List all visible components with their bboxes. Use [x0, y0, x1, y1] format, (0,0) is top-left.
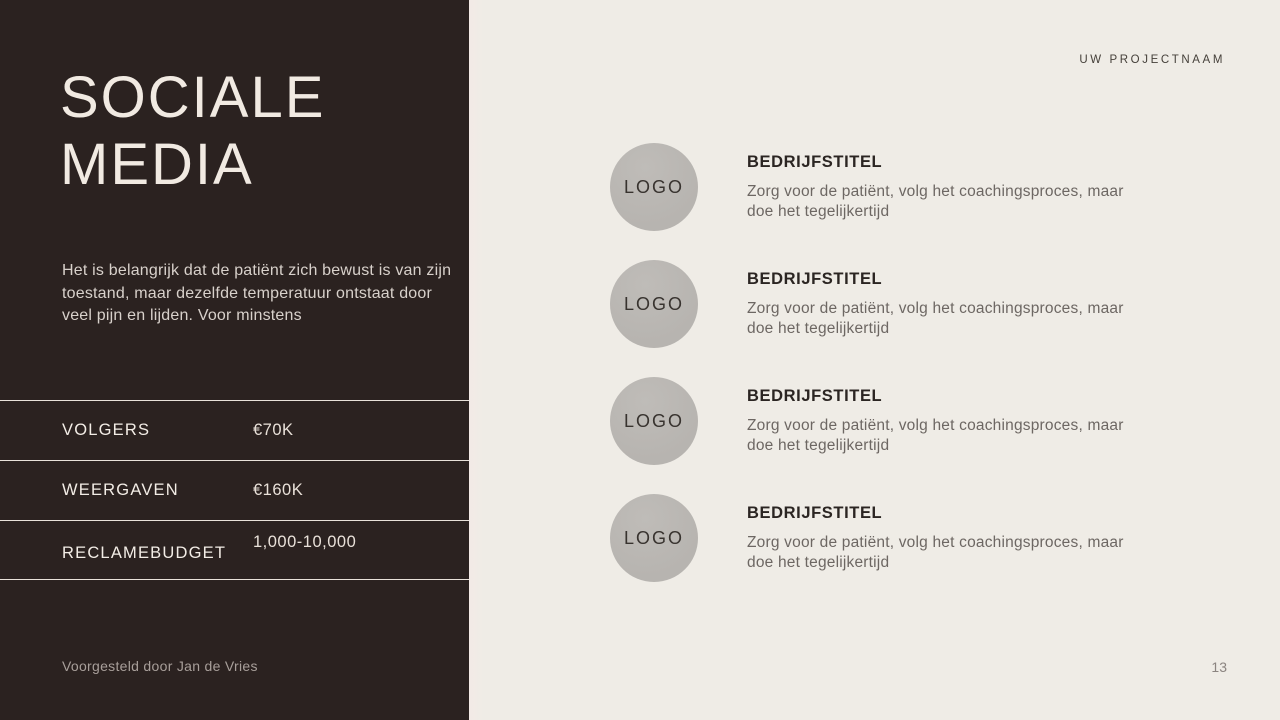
- stat-value: 1,000-10,000: [253, 532, 357, 551]
- logo-placeholder-circle: [610, 494, 698, 582]
- logo-text: LOGO: [623, 176, 684, 197]
- item-text-block: [747, 153, 1127, 221]
- item-title: BEDRIJFSTITEL: [747, 153, 883, 171]
- stat-label: VOLGERS: [62, 421, 151, 439]
- stat-row-weergaven: [0, 460, 469, 520]
- page-number: 13: [1211, 659, 1227, 675]
- item-title: BEDRIJFSTITEL: [747, 504, 883, 522]
- left-panel: [0, 0, 469, 720]
- stats-table: [0, 400, 469, 580]
- logo-placeholder-circle: [610, 260, 698, 348]
- stat-label: RECLAMEBUDGET: [62, 543, 227, 562]
- logo-placeholder-circle: [610, 143, 698, 231]
- stat-row-volgers: [0, 400, 469, 460]
- logo-text: LOGO: [623, 410, 684, 431]
- content-panel: [469, 0, 1280, 720]
- logo-text: LOGO: [623, 527, 684, 548]
- item-description: Zorg voor de patiënt, volg het coachingsproces, maar doe het tegelijkertijd: [747, 417, 1124, 454]
- stat-value: €70K: [253, 421, 294, 439]
- intro-paragraph: Het is belangrijk dat de patiënt zich bewust is van zijn toestand, maar dezelfde temperatuur ontstaat door veel pijn en lijden. Voor minstens: [62, 262, 452, 324]
- item-description: Zorg voor de patiënt, volg het coachingsproces, maar doe het tegelijkertijd: [747, 534, 1124, 571]
- list-item: [610, 494, 1127, 582]
- list-item: [610, 143, 1127, 231]
- stat-label: WEERGAVEN: [62, 481, 179, 499]
- item-text-block: [747, 270, 1127, 338]
- item-title: BEDRIJFSTITEL: [747, 387, 883, 405]
- item-text-block: [747, 387, 1127, 455]
- list-item: [610, 377, 1127, 465]
- item-title: BEDRIJFSTITEL: [747, 270, 883, 288]
- list-item: [610, 260, 1127, 348]
- item-description: Zorg voor de patiënt, volg het coachingsproces, maar doe het tegelijkertijd: [747, 183, 1124, 220]
- company-list: [610, 143, 1127, 582]
- slide-title: SOCIALE MEDIA: [60, 65, 326, 197]
- stat-value: €160K: [253, 481, 304, 499]
- author-credit: Voorgesteld door Jan de Vries: [62, 658, 258, 674]
- item-text-block: [747, 504, 1127, 572]
- item-description: Zorg voor de patiënt, volg het coachingsproces, maar doe het tegelijkertijd: [747, 300, 1124, 337]
- logo-text: LOGO: [623, 293, 684, 314]
- logo-placeholder-circle: [610, 377, 698, 465]
- stat-row-reclamebudget: [0, 520, 469, 580]
- project-name-label: UW PROJECTNAAM: [1079, 54, 1225, 66]
